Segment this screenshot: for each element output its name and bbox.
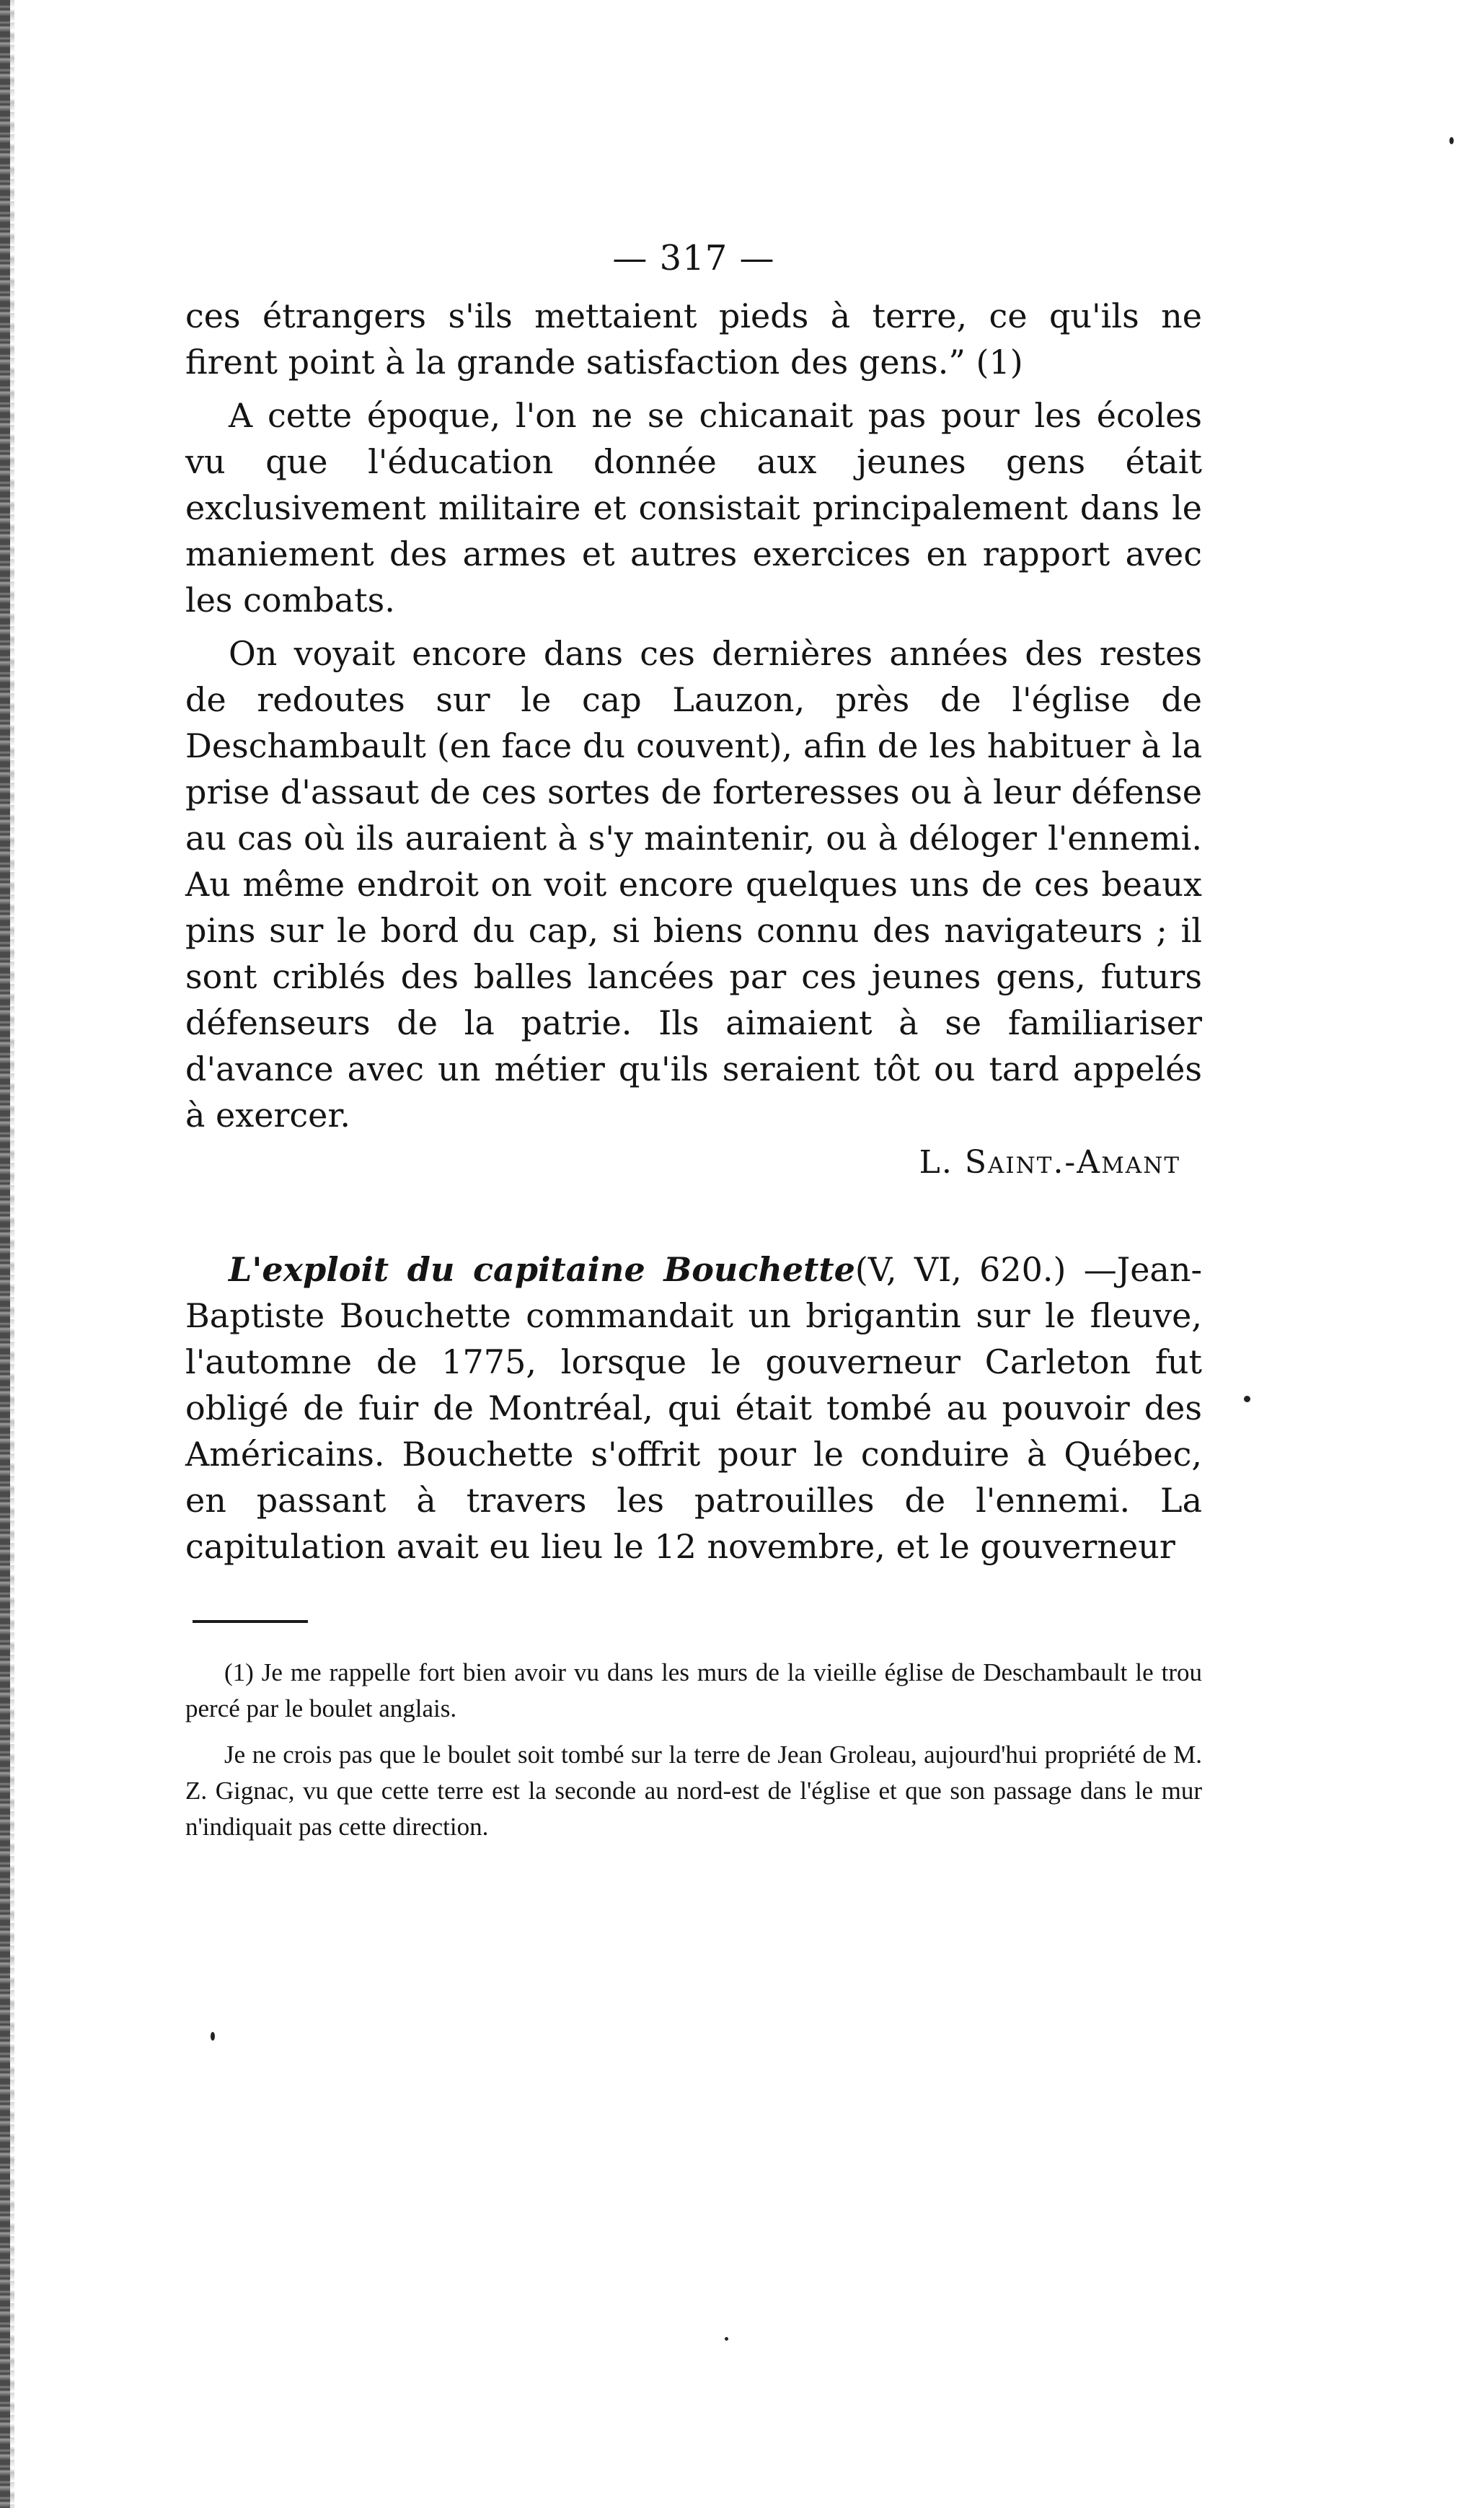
- page-number: — 317 —: [612, 238, 775, 278]
- paragraph-continuation: ces étrangers s'ils mettaient pieds à terre, ce qu'ils ne firent point à la grande satisfaction des gens.” (1): [185, 296, 1202, 382]
- article-paragraph: [185, 1246, 1202, 1570]
- paragraph-redoutes: On voyait encore dans ces dernières années des restes de redoutes sur le cap Lauzon, près de l'église de Deschambault (en face du couvent), afin de les habituer à la prise d'assaut de ces sortes de forteresses ou à leur défense au cas où ils auraient à s'y maintenir, ou à déloger l'ennemi. Au même endroit on voit encore quelques uns de ces beaux pins sur le bord du cap, si biens connu des navigateurs ; il sont criblés des balles lancées par ces jeunes gens, futurs défenseurs de la patrie. Ils aimaient à se familiariser d'avance avec un métier qu'ils seraient tôt ou tard appelés à exercer.: [185, 634, 1202, 1135]
- main-text: [185, 293, 1202, 1138]
- article-reference: (V, VI, 620.): [854, 1250, 1066, 1289]
- scan-speck: [211, 2032, 215, 2041]
- scan-speck: [725, 2337, 728, 2341]
- footnote-1-continuation: Je ne crois pas que le boulet soit tombé sur la terre de Jean Groleau, aujourd'hui propriété de M. Z. Gignac, vu que cette terre est la seconde au nord-est de l'église et que son passage dans le mur n'indiquait pas cette direction.: [185, 1741, 1202, 1841]
- scan-speck: [1449, 137, 1454, 144]
- article-text: —Jean-Baptiste Bouchette commandait un brigantin sur le fleuve, l'automne de 1775, lorsque le gouverneur Carleton fut obligé de fuir de Montréal, qui était tombé au pouvoir des Américains. Bouchette s'offrit pour le conduire à Québec, en passant à travers les patrouilles de l'ennemi. La capitulation avait eu lieu le 12 novembre, et le gouverneur: [185, 1250, 1203, 1566]
- paragraph-education: A cette époque, l'on ne se chicanait pas pour les écoles vu que l'éducation donnée aux jeunes gens était exclusivement militaire et consistait principalement dans le maniement des armes et autres exercices en rapport avec les combats.: [185, 396, 1202, 620]
- scanned-page-edge: [0, 0, 10, 2508]
- scan-speck: [1244, 1396, 1250, 1402]
- footnotes: [185, 1655, 1202, 1845]
- book-page: [185, 238, 1202, 1845]
- footnote-separator: [193, 1620, 308, 1623]
- author-signature: L. Saint.-Amant: [919, 1144, 1180, 1181]
- article-bouchette: [185, 1246, 1202, 1570]
- footnote-1: (1) Je me rappelle fort bien avoir vu dans les murs de la vieille église de Deschambault le trou percé par le boulet anglais.: [185, 1658, 1202, 1722]
- article-heading: L'exploit du capitaine Bouchette: [229, 1250, 855, 1289]
- scanned-page-edge-shadow: [10, 0, 14, 2508]
